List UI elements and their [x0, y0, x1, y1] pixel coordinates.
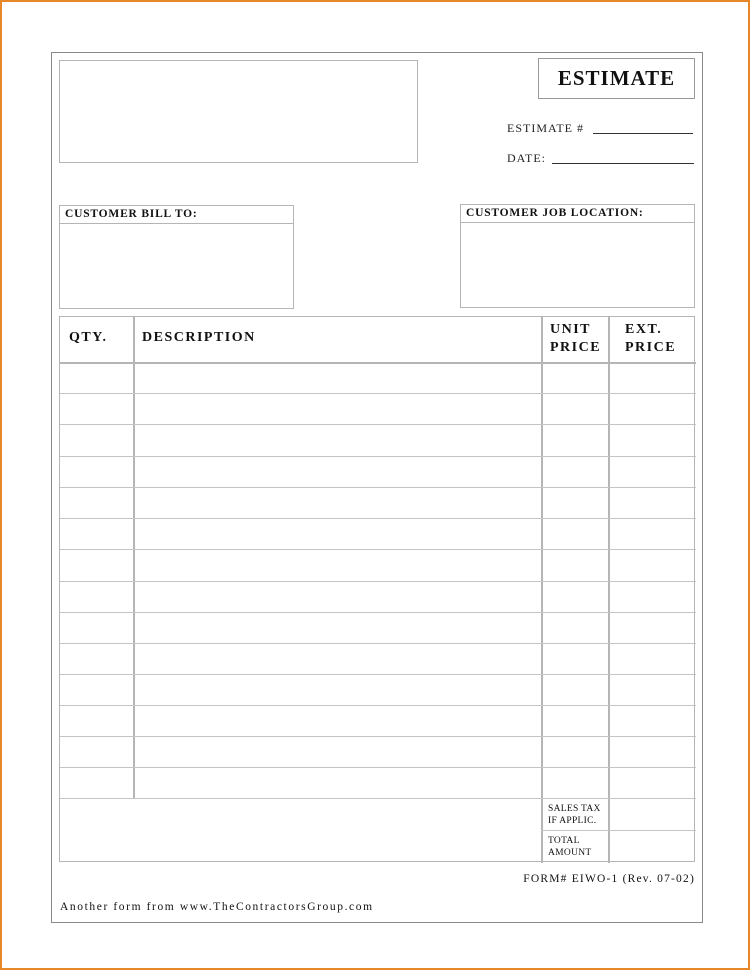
unit-price-header-line2: PRICE	[550, 340, 602, 355]
company-logo-box[interactable]	[59, 60, 418, 163]
estimate-form-sheet	[51, 52, 703, 923]
table-row[interactable]	[60, 549, 696, 550]
header-divider	[60, 362, 696, 364]
qty-column-divider	[133, 317, 135, 798]
form-number: FORM# EIWO-1 (Rev. 07-02)	[523, 873, 695, 885]
estimate-number-field[interactable]	[593, 133, 693, 134]
ext-price-header-line2: PRICE	[625, 340, 677, 355]
customer-bill-to-box[interactable]	[59, 205, 294, 309]
ext-price-header-line1: EXT.	[625, 322, 663, 337]
table-row[interactable]	[60, 424, 696, 425]
total-amount-label-line1: TOTAL	[548, 836, 580, 846]
estimate-number-label: ESTIMATE #	[507, 121, 584, 135]
table-row[interactable]	[60, 643, 696, 644]
sales-tax-label-line2: IF APPLIC.	[548, 816, 597, 826]
unit-price-column-divider	[608, 317, 610, 863]
table-row[interactable]	[60, 767, 696, 768]
table-row[interactable]	[60, 393, 696, 394]
form-title: ESTIMATE	[538, 58, 695, 99]
line-items-table	[59, 316, 695, 862]
table-row[interactable]	[60, 798, 696, 799]
table-row[interactable]	[60, 736, 696, 737]
description-header: DESCRIPTION	[142, 330, 256, 345]
sales-tax-label-line1: SALES TAX	[548, 804, 601, 814]
table-row[interactable]	[60, 581, 696, 582]
table-row[interactable]	[60, 456, 696, 457]
qty-header: QTY.	[69, 330, 108, 345]
customer-bill-to-label: CUSTOMER BILL TO:	[60, 206, 293, 224]
customer-job-location-label: CUSTOMER JOB LOCATION:	[461, 205, 694, 223]
customer-job-location-box[interactable]	[460, 204, 695, 308]
table-row[interactable]	[60, 674, 696, 675]
unit-price-header-line1: UNIT	[550, 322, 592, 337]
sales-tax-divider	[541, 830, 696, 831]
footer-credit: Another form from www.TheContractorsGroup.com	[60, 901, 374, 913]
table-row[interactable]	[60, 518, 696, 519]
table-row[interactable]	[60, 705, 696, 706]
description-column-divider	[541, 317, 543, 863]
total-amount-label-line2: AMOUNT	[548, 848, 592, 858]
table-row[interactable]	[60, 487, 696, 488]
table-row[interactable]	[60, 612, 696, 613]
date-field[interactable]	[552, 163, 694, 164]
date-label: DATE:	[507, 151, 546, 165]
